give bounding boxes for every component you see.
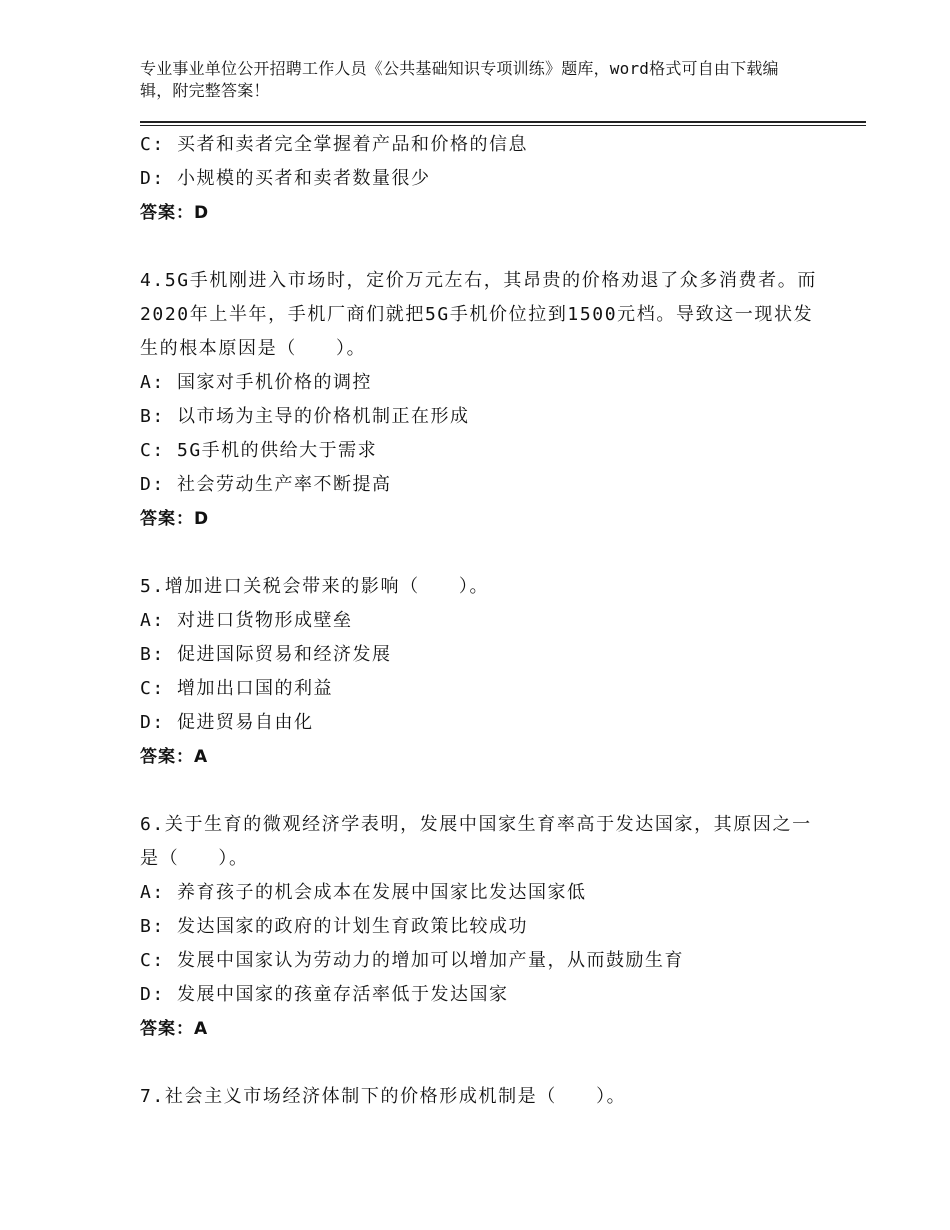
- option-c: C: 买者和卖者完全掌握着产品和价格的信息: [140, 134, 529, 155]
- question-4: [140, 264, 820, 536]
- option-c: C: 增加出口国的利益: [140, 678, 334, 699]
- option-b: B: 发达国家的政府的计划生育政策比较成功: [140, 916, 529, 937]
- option-d: D: 社会劳动生产率不断提高: [140, 474, 392, 495]
- question-7: [140, 1080, 820, 1114]
- option-b: B: 以市场为主导的价格机制正在形成: [140, 406, 470, 427]
- option-d: D: 发展中国家的孩童存活率低于发达国家: [140, 984, 509, 1005]
- question-stem: 4.5G手机刚进入市场时，定价万元左右，其昂贵的价格劝退了众多消费者。而2020年上半年，手机厂商们就把5G手机价位拉到1500元档。导致这一现状发生的根本原因是（ ）。: [140, 270, 817, 359]
- question-stem: 6.关于生育的微观经济学表明，发展中国家生育率高于发达国家，其原因之一是（ ）。: [140, 814, 812, 869]
- answer-label: 答案：D: [140, 203, 210, 223]
- previous-question-tail: [140, 128, 820, 230]
- answer-label: 答案：A: [140, 747, 209, 767]
- option-b: B: 促进国际贸易和经济发展: [140, 644, 392, 665]
- option-d: D: 促进贸易自由化: [140, 712, 314, 733]
- question-content: [140, 128, 820, 1114]
- question-6: [140, 808, 820, 1046]
- option-c: C: 5G手机的供给大于需求: [140, 440, 378, 461]
- answer-label: 答案：D: [140, 509, 210, 529]
- answer-label: 答案：A: [140, 1019, 209, 1039]
- option-a: A: 养育孩子的机会成本在发展中国家比发达国家低: [140, 882, 587, 903]
- option-a: A: 对进口货物形成壁垒: [140, 610, 353, 631]
- header-rule-thick: [140, 121, 866, 123]
- spacer: [140, 230, 820, 264]
- spacer: [140, 774, 820, 808]
- header-rule-thin: [140, 125, 866, 126]
- spacer: [140, 536, 820, 570]
- option-c: C: 发展中国家认为劳动力的增加可以增加产量，从而鼓励生育: [140, 950, 685, 971]
- spacer: [140, 1046, 820, 1080]
- option-d: D: 小规模的买者和卖者数量很少: [140, 168, 431, 189]
- option-a: A: 国家对手机价格的调控: [140, 372, 373, 393]
- question-stem: 5.增加进口关税会带来的影响（ ）。: [140, 576, 490, 597]
- question-stem: 7.社会主义市场经济体制下的价格形成机制是（ ）。: [140, 1086, 627, 1107]
- page-header: 专业事业单位公开招聘工作人员《公共基础知识专项训练》题库，word格式可自由下载编辑，附完整答案！: [140, 59, 779, 100]
- question-5: [140, 570, 820, 774]
